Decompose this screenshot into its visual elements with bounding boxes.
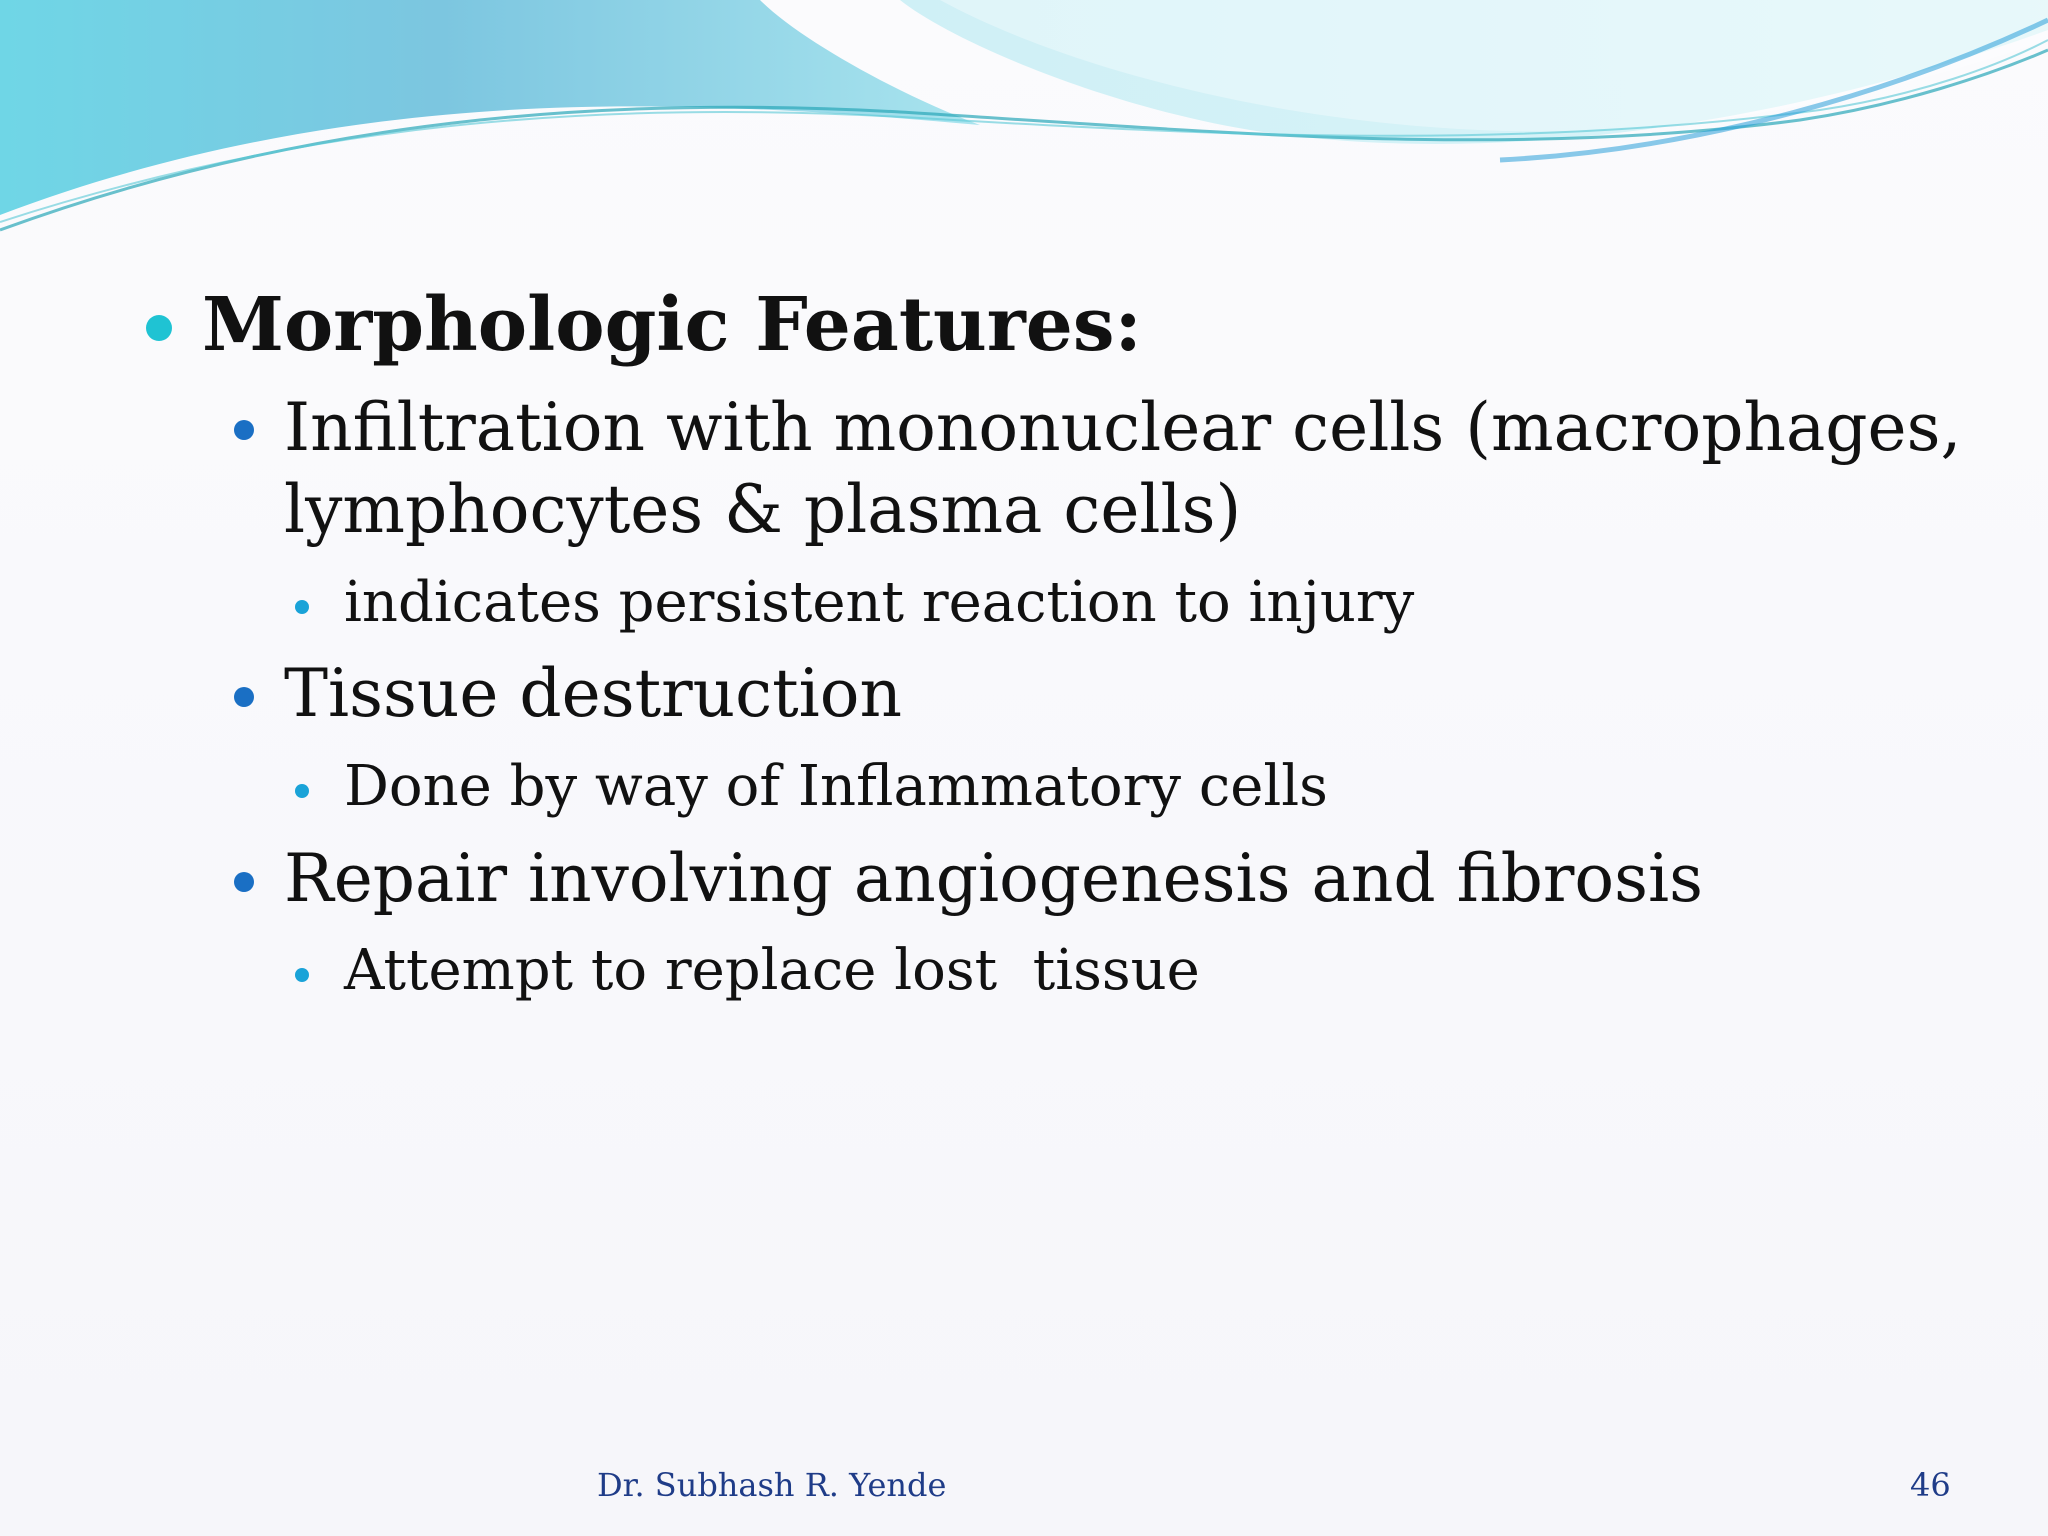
slide-number: 46 — [1910, 1466, 1951, 1504]
bullet-level1-icon — [146, 315, 172, 341]
bullet-level3-icon — [295, 968, 309, 982]
bullet-level3-icon — [295, 600, 309, 614]
bullet-item-infiltration-line2: lymphocytes & plasma cells) — [284, 471, 1242, 548]
footer-author: Dr. Subhash R. Yende — [597, 1466, 947, 1504]
bullet-item-infiltration-line1: Infiltration with mononuclear cells (macrophages, — [284, 389, 1962, 466]
bullet-level2-icon — [234, 687, 254, 707]
bullet-level3-icon — [295, 784, 309, 798]
bullet-item-tissue-destruction: Tissue destruction — [284, 655, 903, 732]
bullet-item-repair: Repair involving angiogenesis and fibrosis — [284, 840, 1703, 917]
sub-bullet-persistent-reaction: indicates persistent reaction to injury — [344, 570, 1415, 635]
bullet-level2-icon — [234, 420, 254, 440]
sub-bullet-inflammatory-cells: Done by way of Inflammatory cells — [344, 754, 1328, 819]
slide-heading: Morphologic Features: — [202, 282, 1142, 368]
sub-bullet-replace-tissue: Attempt to replace lost tissue — [344, 938, 1200, 1003]
bullet-level2-icon — [234, 872, 254, 892]
